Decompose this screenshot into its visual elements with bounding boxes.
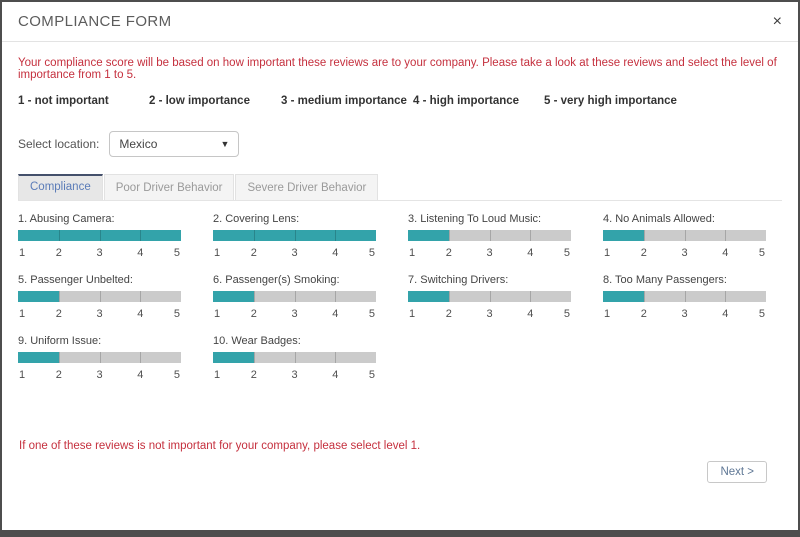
slider-fill: [213, 291, 254, 302]
location-label: Select location:: [18, 137, 100, 151]
scale-number: 5: [173, 247, 180, 259]
slider-label: 7. Switching Drivers:: [408, 274, 509, 286]
slider-item: [213, 274, 376, 321]
slider-fill: [408, 230, 449, 241]
scale-number: 2: [445, 308, 452, 320]
slider-fill: [408, 291, 449, 302]
importance-legend: [18, 95, 782, 107]
scale-number: 4: [137, 369, 144, 381]
slider-item: [603, 274, 766, 321]
chevron-down-icon: ▼: [220, 139, 230, 149]
slider-tick: [490, 291, 491, 302]
slider-item: [213, 213, 376, 260]
scale-number: 3: [486, 308, 493, 320]
slider-track[interactable]: [603, 291, 766, 302]
slider-label: 5. Passenger Unbelted:: [18, 274, 133, 286]
next-button[interactable]: Next >: [707, 461, 767, 483]
scale-number: 5: [368, 247, 375, 259]
slider-scale: [18, 247, 181, 260]
slider-item: [408, 274, 571, 321]
slider-tick: [59, 230, 60, 241]
slider-tick: [254, 352, 255, 363]
scale-number: 2: [445, 247, 452, 259]
scale-number: 4: [332, 369, 339, 381]
dialog-title: COMPLIANCE FORM: [18, 13, 172, 30]
tab-poor-driver-behavior[interactable]: Poor Driver Behavior: [104, 174, 235, 200]
scale-number: 4: [332, 247, 339, 259]
slider-tick: [644, 291, 645, 302]
slider-tick: [100, 230, 101, 241]
location-dropdown[interactable]: [109, 131, 239, 157]
slider-track[interactable]: [213, 352, 376, 363]
slider-item: [18, 213, 181, 260]
slider-track[interactable]: [213, 291, 376, 302]
slider-fill: [18, 291, 59, 302]
slider-scale: [18, 308, 181, 321]
importance-level: 4 - high importance: [413, 95, 520, 107]
slider-tick: [295, 352, 296, 363]
scale-number: 1: [409, 308, 416, 320]
importance-level: 3 - medium importance: [281, 95, 407, 107]
slider-scale: [603, 308, 766, 321]
slider-scale: [213, 369, 376, 382]
dialog-content: [2, 57, 798, 382]
slider-tick: [100, 352, 101, 363]
scale-number: 3: [96, 369, 103, 381]
slider-tick: [530, 230, 531, 241]
slider-fill: [603, 230, 644, 241]
slider-fill: [603, 291, 644, 302]
scale-number: 3: [681, 308, 688, 320]
scale-number: 1: [19, 369, 26, 381]
slider-tick: [140, 291, 141, 302]
scale-number: 2: [640, 308, 647, 320]
slider-label: 10. Wear Badges:: [213, 335, 301, 347]
slider-tick: [725, 230, 726, 241]
slider-label: 6. Passenger(s) Smoking:: [213, 274, 340, 286]
slider-scale: [213, 308, 376, 321]
scale-number: 1: [214, 247, 221, 259]
slider-tick: [449, 291, 450, 302]
slider-tick: [335, 291, 336, 302]
scale-number: 4: [527, 308, 534, 320]
scale-number: 2: [250, 247, 257, 259]
slider-fill: [18, 352, 59, 363]
scale-number: 1: [214, 308, 221, 320]
scale-number: 4: [722, 247, 729, 259]
slider-track[interactable]: [408, 291, 571, 302]
scale-number: 3: [681, 247, 688, 259]
slider-label: 1. Abusing Camera:: [18, 213, 115, 225]
scale-number: 1: [19, 308, 26, 320]
importance-level: 1 - not important: [18, 95, 109, 107]
slider-tick: [59, 291, 60, 302]
slider-tick: [100, 291, 101, 302]
close-icon[interactable]: ×: [772, 12, 782, 30]
scale-number: 2: [55, 308, 62, 320]
slider-label: 2. Covering Lens:: [213, 213, 300, 225]
importance-level: 2 - low importance: [149, 95, 250, 107]
scale-number: 1: [409, 247, 416, 259]
slider-label: 4. No Animals Allowed:: [603, 213, 715, 225]
instruction-text-top: Your compliance score will be based on how important these reviews are to your company. Please take a look at these reviews and select the level of importance from 1 to 5.: [18, 57, 777, 81]
slider-tick: [685, 230, 686, 241]
dialog-titlebar: [2, 2, 798, 42]
slider-item: [18, 274, 181, 321]
scale-number: 5: [758, 247, 765, 259]
slider-tick: [335, 352, 336, 363]
scale-number: 5: [563, 308, 570, 320]
slider-tick: [140, 352, 141, 363]
slider-tick: [725, 291, 726, 302]
tab-compliance[interactable]: Compliance: [18, 174, 103, 200]
slider-tick: [685, 291, 686, 302]
slider-tick: [335, 230, 336, 241]
slider-tick: [140, 230, 141, 241]
scale-number: 1: [214, 369, 221, 381]
scale-number: 2: [250, 369, 257, 381]
scale-number: 4: [137, 247, 144, 259]
scale-number: 4: [332, 308, 339, 320]
scale-number: 1: [604, 247, 611, 259]
slider-track[interactable]: [408, 230, 571, 241]
tabstrip: [18, 174, 782, 201]
slider-track[interactable]: [18, 352, 181, 363]
slider-scale: [408, 308, 571, 321]
slider-tick: [295, 230, 296, 241]
scale-number: 5: [173, 369, 180, 381]
scale-number: 2: [55, 247, 62, 259]
slider-track[interactable]: [603, 230, 766, 241]
tab-severe-driver-behavior[interactable]: Severe Driver Behavior: [235, 174, 378, 200]
slider-label: 8. Too Many Passengers:: [603, 274, 727, 286]
slider-label: 3. Listening To Loud Music:: [408, 213, 542, 225]
slider-grid: [18, 213, 782, 382]
scale-number: 2: [250, 308, 257, 320]
scale-number: 5: [368, 308, 375, 320]
importance-level: 5 - very high importance: [544, 95, 677, 107]
instruction-text-bottom: If one of these reviews is not important for your company, please select level 1.: [19, 440, 421, 452]
slider-scale: [408, 247, 571, 260]
scale-number: 3: [291, 308, 298, 320]
scale-number: 1: [19, 247, 26, 259]
slider-tick: [490, 230, 491, 241]
location-selected-value: Mexico: [119, 137, 158, 151]
scale-number: 4: [137, 308, 144, 320]
slider-track[interactable]: [213, 230, 376, 241]
slider-track[interactable]: [18, 291, 181, 302]
location-row: [18, 131, 782, 157]
scale-number: 3: [291, 369, 298, 381]
slider-tick: [254, 291, 255, 302]
slider-tick: [644, 230, 645, 241]
scale-number: 5: [173, 308, 180, 320]
scale-number: 4: [527, 247, 534, 259]
scale-number: 2: [640, 247, 647, 259]
scale-number: 3: [96, 247, 103, 259]
slider-tick: [449, 230, 450, 241]
slider-tick: [530, 291, 531, 302]
slider-scale: [213, 247, 376, 260]
slider-scale: [603, 247, 766, 260]
scale-number: 3: [96, 308, 103, 320]
scale-number: 5: [758, 308, 765, 320]
scale-number: 2: [55, 369, 62, 381]
scale-number: 1: [604, 308, 611, 320]
slider-tick: [295, 291, 296, 302]
slider-scale: [18, 369, 181, 382]
scale-number: 3: [486, 247, 493, 259]
slider-item: [18, 335, 181, 382]
slider-item: [603, 213, 766, 260]
scale-number: 4: [722, 308, 729, 320]
slider-tick: [59, 352, 60, 363]
slider-item: [408, 213, 571, 260]
slider-item: [213, 335, 376, 382]
slider-tick: [254, 230, 255, 241]
scale-number: 5: [368, 369, 375, 381]
slider-label: 9. Uniform Issue:: [18, 335, 102, 347]
scale-number: 3: [291, 247, 298, 259]
slider-track[interactable]: [18, 230, 181, 241]
scale-number: 5: [563, 247, 570, 259]
slider-fill: [213, 352, 254, 363]
